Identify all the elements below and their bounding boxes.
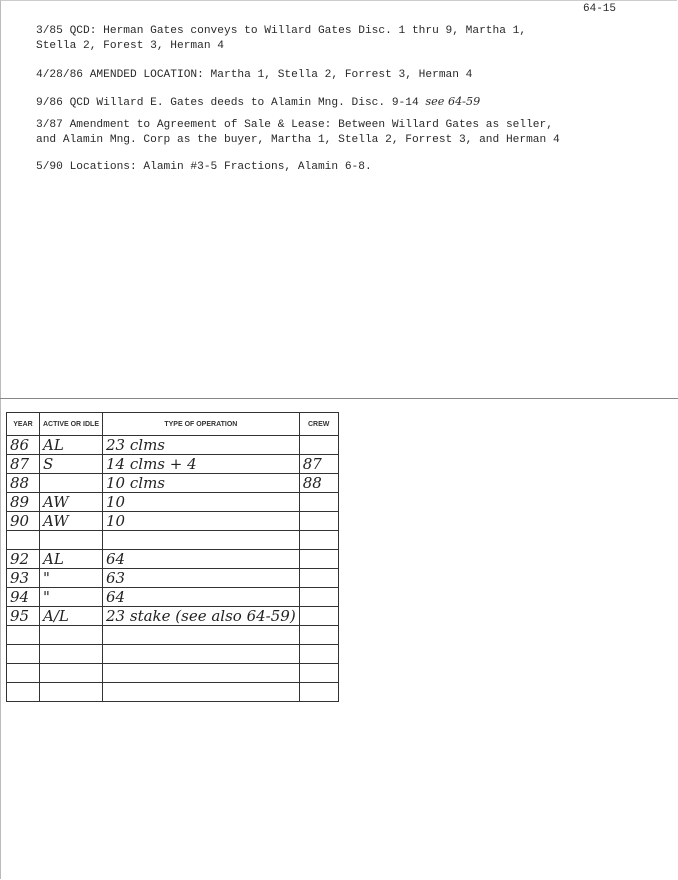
cell-active-idle <box>40 531 103 550</box>
cell-crew <box>299 493 338 512</box>
cell-operation <box>103 531 300 550</box>
cell-year: 90 <box>7 512 40 531</box>
cell-active-idle: " <box>40 588 103 607</box>
cell-operation: 10 <box>103 493 300 512</box>
cell-operation <box>103 626 300 645</box>
table-row <box>7 474 339 493</box>
cell-active-idle: AL <box>40 436 103 455</box>
cell-crew: 87 <box>299 455 338 474</box>
cell-crew <box>299 512 338 531</box>
cell-operation: 63 <box>103 569 300 588</box>
cell-crew <box>299 645 338 664</box>
cell-operation: 23 clms <box>103 436 300 455</box>
cell-active-idle <box>40 645 103 664</box>
entry-2: 4/28/86 AMENDED LOCATION: Martha 1, Stella 2, Forrest 3, Herman 4 <box>36 69 473 81</box>
cell-operation: 23 stake (see also 64-59) <box>103 607 300 626</box>
cell-year: 89 <box>7 493 40 512</box>
table-row <box>7 531 339 550</box>
cell-year: 87 <box>7 455 40 474</box>
table-row <box>7 455 339 474</box>
table-body <box>7 436 339 702</box>
entry-4-line-1: 3/87 Amendment to Agreement of Sale & Lease: Between Willard Gates as seller, <box>36 119 553 131</box>
entry-3 <box>36 94 480 111</box>
cell-year <box>7 626 40 645</box>
cell-active-idle: AW <box>40 493 103 512</box>
page-number: 64-15 <box>583 3 617 15</box>
cell-crew <box>299 664 338 683</box>
cell-crew <box>299 588 338 607</box>
cell-year: 93 <box>7 569 40 588</box>
cell-crew <box>299 550 338 569</box>
cell-active-idle: A/L <box>40 607 103 626</box>
header-active-idle: ACTIVE OR IDLE <box>40 413 103 436</box>
entry-4 <box>36 118 560 148</box>
cell-operation <box>103 664 300 683</box>
table-row <box>7 683 339 702</box>
cell-year <box>7 531 40 550</box>
entry-4-line-2: and Alamin Mng. Corp as the buyer, Martha 1, Stella 2, Forrest 3, and Herman 4 <box>36 134 560 146</box>
cell-operation: 64 <box>103 588 300 607</box>
cell-active-idle <box>40 664 103 683</box>
cell-year <box>7 645 40 664</box>
cell-active-idle <box>40 626 103 645</box>
cell-crew: 88 <box>299 474 338 493</box>
table-row <box>7 493 339 512</box>
cell-operation: 64 <box>103 550 300 569</box>
cell-operation: 10 <box>103 512 300 531</box>
cell-operation <box>103 645 300 664</box>
cell-year <box>7 664 40 683</box>
table-row <box>7 436 339 455</box>
cell-crew <box>299 607 338 626</box>
header-year: YEAR <box>7 413 40 436</box>
cell-operation: 10 clms <box>103 474 300 493</box>
entry-5: 5/90 Locations: Alamin #3-5 Fractions, Alamin 6-8. <box>36 161 372 173</box>
cell-year: 95 <box>7 607 40 626</box>
table-row <box>7 626 339 645</box>
cell-active-idle <box>40 683 103 702</box>
cell-crew <box>299 436 338 455</box>
cell-year: 94 <box>7 588 40 607</box>
table-row <box>7 664 339 683</box>
cell-active-idle <box>40 474 103 493</box>
cell-active-idle: AW <box>40 512 103 531</box>
cell-year: 86 <box>7 436 40 455</box>
table-row <box>7 607 339 626</box>
cell-crew <box>299 569 338 588</box>
table-row <box>7 512 339 531</box>
entry-3-handwritten-note: see 64-59 <box>425 95 481 108</box>
entry-1-line-1: 3/85 QCD: Herman Gates conveys to Willard Gates Disc. 1 thru 9, Martha 1, <box>36 25 527 37</box>
table-row <box>7 550 339 569</box>
header-crew: CREW <box>299 413 338 436</box>
cell-year: 88 <box>7 474 40 493</box>
cell-operation: 14 clms + 4 <box>103 455 300 474</box>
cell-crew <box>299 683 338 702</box>
table-header-row <box>7 413 339 436</box>
header-type-of-operation: TYPE OF OPERATION <box>103 413 300 436</box>
cell-year <box>7 683 40 702</box>
cell-year: 92 <box>7 550 40 569</box>
table-row <box>7 588 339 607</box>
entry-3-text: 9/86 QCD Willard E. Gates deeds to Alamin Mng. Disc. 9-14 <box>36 97 419 109</box>
cell-operation <box>103 683 300 702</box>
cell-crew <box>299 626 338 645</box>
entry-1-line-2: Stella 2, Forest 3, Herman 4 <box>36 40 224 52</box>
operations-log-table <box>6 412 339 702</box>
cell-active-idle: S <box>40 455 103 474</box>
cell-crew <box>299 531 338 550</box>
fold-line <box>0 398 678 399</box>
table-row <box>7 569 339 588</box>
cell-active-idle: " <box>40 569 103 588</box>
table-row <box>7 645 339 664</box>
cell-active-idle: AL <box>40 550 103 569</box>
entry-1 <box>36 24 526 54</box>
